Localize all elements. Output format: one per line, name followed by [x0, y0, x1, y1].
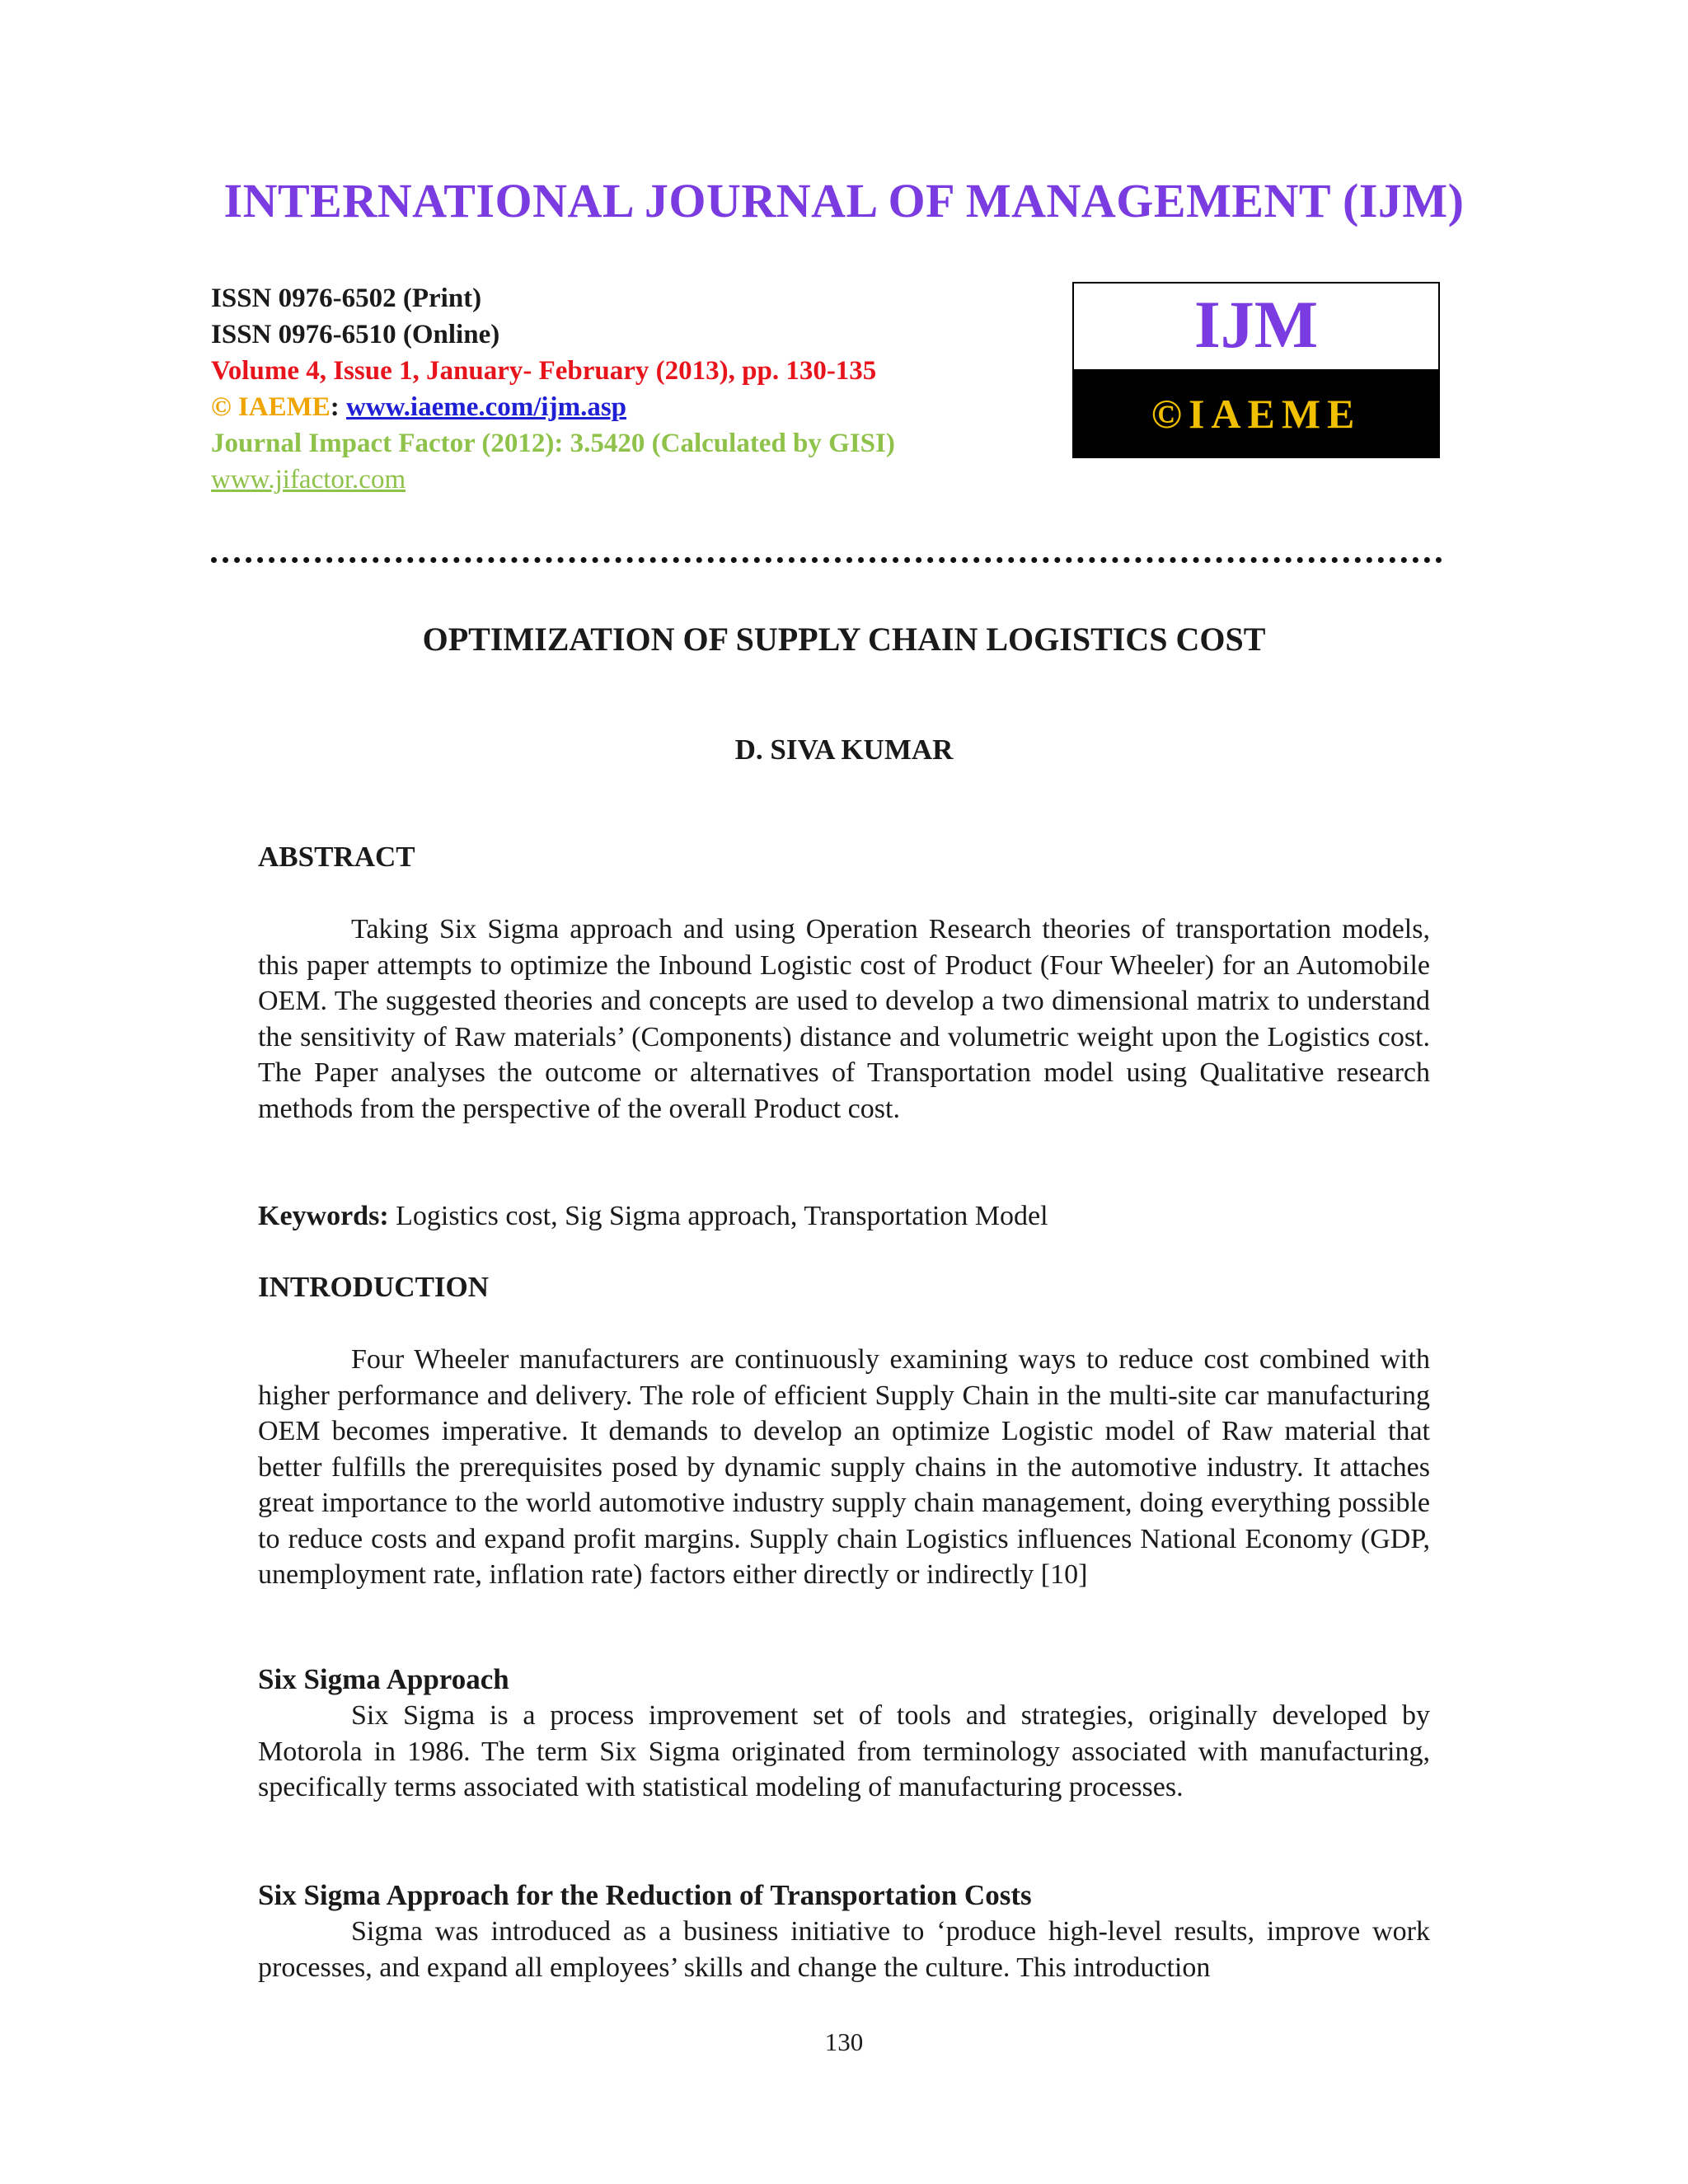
- keywords-label: Keywords:: [258, 1201, 389, 1231]
- issn-online: ISSN 0976-6510 (Online): [211, 320, 500, 349]
- journal-meta: [211, 280, 1035, 498]
- logo-iaeme-text: ©IAEME: [1074, 369, 1438, 458]
- journal-logo: [1072, 282, 1440, 458]
- paper-author: D. SIVA KUMAR: [734, 733, 954, 766]
- publisher-line: [211, 389, 1035, 425]
- keywords-text: Logistics cost, Sig Sigma approach, Transportation Model: [388, 1201, 1048, 1231]
- six-sigma-text: Six Sigma is a process improvement set of tools and strategies, originally developed by Motorola in 1986. The term Six Sigma originated from terminology associated with manufacturing, specifically terms associated with statistical modeling of manufacturing processes.: [258, 1700, 1430, 1802]
- journal-website-link[interactable]: www.iaeme.com/ijm.asp: [346, 392, 627, 422]
- impact-factor: Journal Impact Factor (2012): 3.5420 (Calculated by GISI): [211, 429, 895, 458]
- jif-website-link[interactable]: www.jifactor.com: [211, 465, 406, 494]
- six-sigma-transport-text: Sigma was introduced as a business initiative to ‘produce high-level results, improve work processes, and expand all employees’ skills and change the culture. This introduction: [258, 1916, 1430, 1983]
- introduction-text: Four Wheeler manufacturers are continuously examining ways to reduce cost combined with higher performance and delivery. The role of efficient Supply Chain in the multi-site car manufacturing OEM becomes imperative. It demands to develop an optimize Logistic model of Raw material that better fulfills the prerequisites posed by dynamic supply chains in the automotive industry. It attaches great importance to the world automotive industry supply chain management, doing everything possible to reduce costs and expand profit margins. Supply chain Logistics influences National Economy (GDP, unemployment rate, inflation rate) factors either directly or indirectly [10]: [258, 1344, 1430, 1590]
- keywords: [258, 1198, 1430, 1235]
- issn-print: ISSN 0976-6502 (Print): [211, 284, 482, 313]
- introduction-heading: INTRODUCTION: [258, 1271, 490, 1303]
- abstract-heading: ABSTRACT: [258, 841, 415, 873]
- volume-info: Volume 4, Issue 1, January- February (2013), pp. 130-135: [211, 356, 877, 386]
- abstract-text: Taking Six Sigma approach and using Operation Research theories of transportation models, this paper attempts to optimize the Inbound Logistic cost of Product (Four Wheeler) for an Automobile OEM. The suggested theories and concepts are used to develop a two dimensional matrix to understand the sensitivity of Raw materials’ (Components) distance and volumetric weight upon the Logistics cost. The Paper analyses the outcome or alternatives of Transportation model using Qualitative research methods from the perspective of the overall Product cost.: [258, 914, 1430, 1124]
- copyright-symbol: ©: [211, 392, 232, 422]
- publisher-colon: :: [330, 392, 340, 422]
- logo-ijm-text: IJM: [1193, 287, 1319, 362]
- page-number: 130: [824, 2027, 864, 2056]
- dotted-divider: [211, 557, 1442, 563]
- journal-title: INTERNATIONAL JOURNAL OF MANAGEMENT (IJM): [223, 174, 1465, 227]
- six-sigma-transport-heading: Six Sigma Approach for the Reduction of Transportation Costs: [258, 1879, 1032, 1911]
- six-sigma-heading: Six Sigma Approach: [258, 1663, 509, 1695]
- publisher-name: IAEME: [237, 392, 331, 422]
- paper-title: OPTIMIZATION OF SUPPLY CHAIN LOGISTICS COST: [422, 621, 1266, 658]
